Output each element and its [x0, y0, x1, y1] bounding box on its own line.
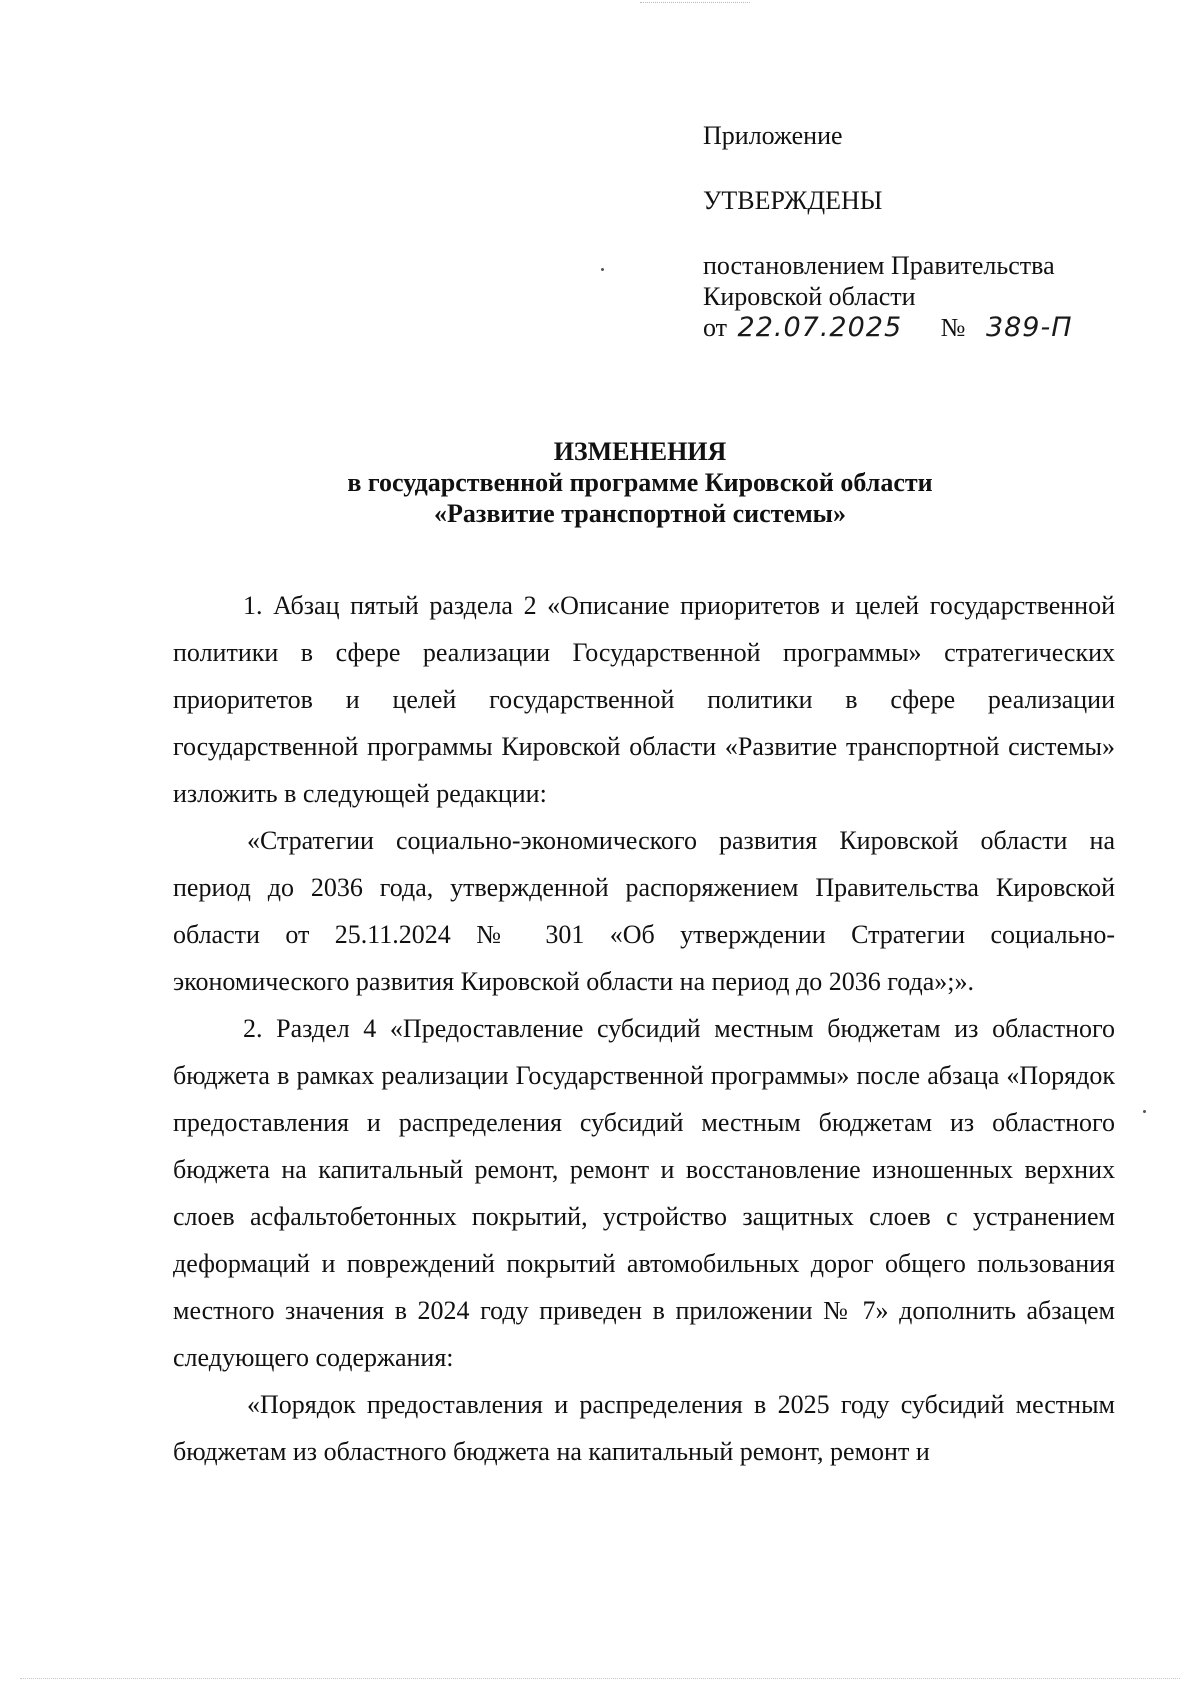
paragraph-4: «Порядок предоставления и распределения в 2025 году субсидий местным бюджетам из областного бюджета на капитальный ремонт, ремонт и [173, 1390, 1115, 1466]
document-body [173, 582, 1115, 1475]
decree-date-number [703, 312, 1143, 343]
decree-line-2: Кировской области [703, 282, 916, 311]
scan-bottom-edge [20, 1678, 1180, 1683]
document-heading [160, 436, 1120, 529]
scan-artifact [640, 2, 750, 9]
number-prefix: № [940, 313, 966, 342]
approval-block [703, 120, 1143, 343]
scan-top-edge [0, 0, 1200, 14]
approved-label: УТВЕРЖДЕНЫ [703, 186, 883, 215]
handwritten-number: 389-П [985, 312, 1073, 343]
paragraph-1: 1. Абзац пятый раздела 2 «Описание приоритетов и целей государственной политики в сфере реализации Государственной программы» стратегических приоритетов и целей государственной политики в сфере реализации государственной программы Кировской области «Развитие транспортной системы» изложить в следующей редакции: [173, 591, 1115, 808]
scan-speck [601, 268, 604, 271]
scan-speck [1143, 1110, 1146, 1113]
heading-subtitle-2: «Развитие транспортной системы» [434, 499, 846, 528]
heading-title: ИЗМЕНЕНИЯ [553, 437, 727, 466]
date-prefix: от [703, 313, 728, 342]
heading-subtitle-1: в государственной программе Кировской области [347, 468, 933, 497]
paragraph-2: «Стратегии социально-экономического развития Кировской области на период до 2036 года, утвержденной распоряжением Правительства Кировской области от 25.11.2024 № 301 «Об утверждении Стратегии социально-экономического развития Кировской области на период до 2036 года»;». [173, 826, 1115, 996]
appendix-label: Приложение [703, 121, 843, 150]
handwritten-date: 22.07.2025 [737, 312, 903, 343]
decree-line-1: постановлением Правительства [703, 251, 1055, 280]
paragraph-3: 2. Раздел 4 «Предоставление субсидий местным бюджетам из областного бюджета в рамках реализации Государственной программы» после абзаца «Порядок предоставления и распределения субсидий местным бюджетам из областного бюджета на капитальный ремонт, ремонт и восстановление изношенных верхних слоев асфальтобетонных покрытий, устройство защитных слоев с устранением деформаций и повреждений покрытий автомобильных дорог общего пользования местного значения в 2024 году приведен в приложении № 7» дополнить абзацем следующего содержания: [173, 1014, 1115, 1372]
